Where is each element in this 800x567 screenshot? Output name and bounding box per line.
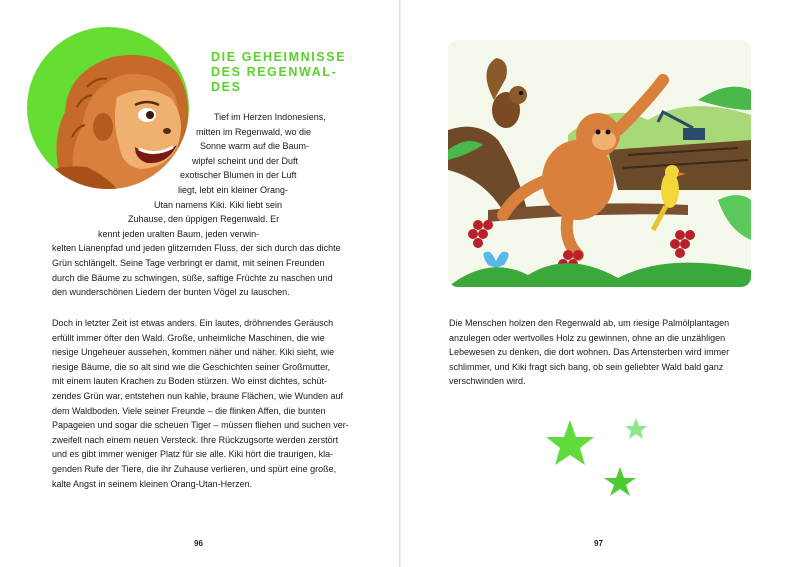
paragraph-1 (52, 110, 355, 300)
text-line: Utan namens Kiki. Kiki liebt sein (154, 199, 283, 210)
star-icon (604, 467, 636, 496)
star-icon (546, 420, 594, 465)
text-line: genden Rufe der Tiere, die ihr Zuhause verlieren, und spürt eine große, (52, 463, 337, 474)
paragraph-2 (52, 316, 355, 491)
text-line: kalte Angst in seinem kleinen Orang-Utan-Herzen. (52, 478, 253, 489)
chapter-title-line: DIE GEHEIMNISSE (211, 50, 347, 64)
text-line: verschwinden wird. (449, 376, 526, 387)
text-line: Die Menschen holzen den Regenwald ab, um riesige Palmölplantagen (449, 318, 730, 328)
chapter-title-line: DES REGENWAL- (211, 65, 338, 79)
text-line: anzulegen oder wertvolles Holz zu gewinnen, ohne an die unzähligen (449, 332, 726, 343)
text-line: durch die Bäume zu schwingen, süße, saftige Früchte zu naschen und (52, 272, 333, 283)
text-line: kelten Lianenpfad und jeden glitzernden Fluss, der sich durch das dichte (52, 243, 341, 254)
text-line: riesige Bäume, die so alt sind wie die Geschichten seiner Großmutter, (52, 361, 331, 372)
chapter-title (211, 50, 371, 95)
text-line: den wunderschönen Liedern der bunten Vögel zu lauschen. (52, 287, 290, 298)
paragraph-3 (449, 316, 748, 389)
text-line: Papageien und sogar die scheuen Tiger – müssen fliehen und suchen ver- (52, 420, 349, 431)
text-line: Doch in letzter Zeit ist etwas anders. Ein lautes, dröhnendes Geräusch (52, 318, 334, 328)
text-line: exotischer Blumen in der Luft (180, 170, 297, 181)
text-line: mit einem lauten Krachen zu Boden stürzen. Wo einst dichtes, schüt- (52, 376, 327, 387)
text-line: Lebewesen zu denken, die dort wohnen. Das Artensterben wird immer (449, 347, 730, 358)
text-line: zweifelt nach einem neuen Versteck. Ihre Rückzugsorte werden zerstört (52, 434, 339, 445)
text-line: und es gibt immer weniger Platz für sie alle. Kiki hört die traurigen, kla- (52, 449, 334, 460)
rainforest-illustration (448, 40, 751, 287)
text-line: Zuhause, den üppigen Regenwald. Er (128, 214, 280, 225)
left-page (0, 0, 399, 567)
text-line: mitten im Regenwald, wo die (196, 126, 312, 137)
text-line: dem Waldboden. Viele seiner Freunde – die flinken Affen, die bunten (52, 405, 326, 416)
text-line: erfüllt immer öfter den Wald. Große, unheimliche Maschinen, die wie (52, 332, 325, 343)
decorative-stars (540, 415, 660, 505)
text-line: zendes Grün war, entstehen nun kahle, braune Flächen, wie Wunden auf (52, 390, 344, 401)
text-line: Tief im Herzen Indonesiens, (214, 112, 326, 122)
text-line: schlimmer, und Kiki fragt sich bang, ob sein geliebter Wald bald ganz (449, 361, 724, 372)
text-line: Sonne warm auf die Baum- (200, 141, 310, 152)
page-number: 97 (594, 539, 603, 548)
star-icon (625, 418, 647, 439)
text-line: kennt jeden uralten Baum, jeden verwin- (98, 228, 260, 239)
text-line: riesige Ungeheuer aussehen, kommen näher und näher. Kiki sieht, wie (52, 347, 335, 358)
text-line: liegt, lebt ein kleiner Orang- (178, 184, 289, 195)
text-line: Grün schlängelt. Seine Tage verbringt er damit, mit seinen Freunden (52, 257, 325, 268)
chapter-title-line: DES (211, 80, 242, 94)
page-number: 96 (194, 539, 203, 548)
text-line: wipfel scheint und der Duft (192, 155, 299, 166)
